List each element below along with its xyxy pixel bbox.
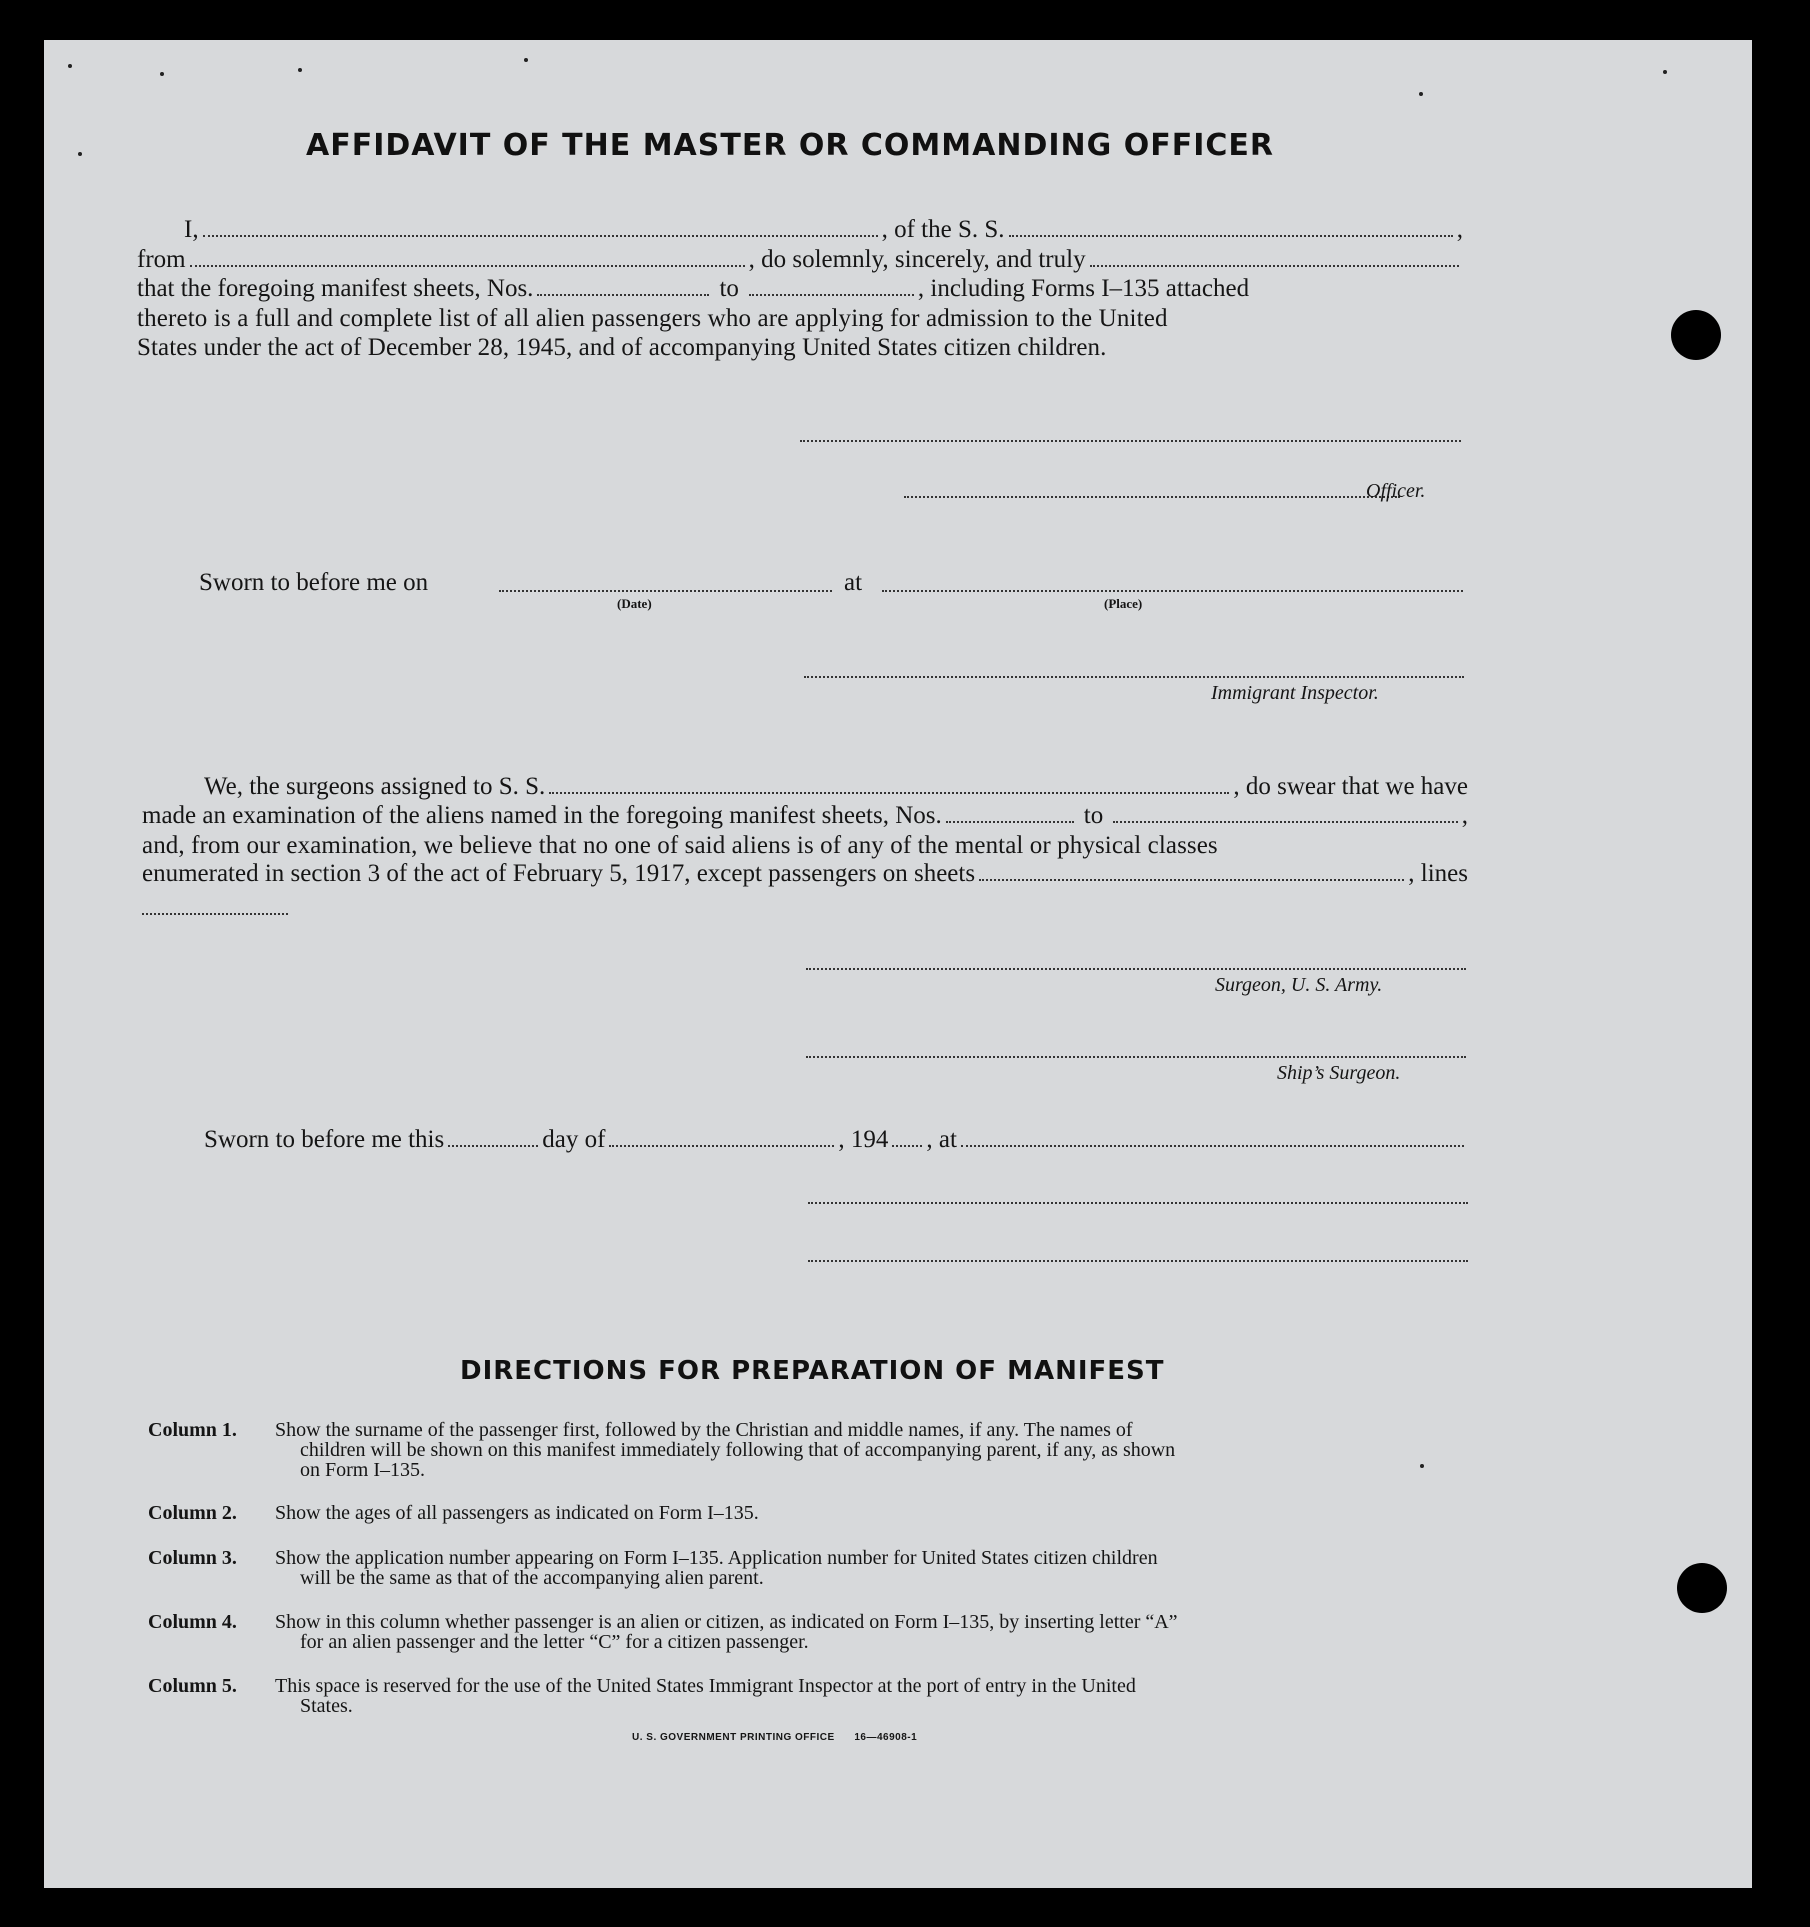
officer-signature-line-1[interactable] [800,440,1461,442]
directions-title: DIRECTIONS FOR PREPARATION OF MANIFEST [460,1356,1165,1386]
speck [68,64,72,68]
speck [1419,92,1423,96]
master-name-field[interactable] [203,217,878,237]
affidavit-text: that the foregoing manifest sheets, Nos. [137,275,534,302]
direction-line: States. [300,1695,353,1717]
sworn-text: , at [926,1126,957,1153]
sworn2-signature-line-2[interactable] [808,1260,1468,1262]
surgeons-text: made an examination of the aliens named in the foregoing manifest sheets, Nos. [142,802,942,829]
inspector-caption: Immigrant Inspector. [1211,682,1379,704]
surgeons-text: to [1083,802,1104,829]
place-caption: (Place) [1104,596,1143,611]
surgeons-text: enumerated in section 3 of the act of February 5, 1917, except passengers on sheets [142,860,976,887]
direction-line: Show the surname of the passenger first, followed by the Christian and middle names, if any. The names of [275,1419,1133,1441]
speck [1663,70,1667,74]
affidavit-text: to [719,275,739,302]
sworn-text: Sworn to before me this [204,1126,445,1153]
army-surgeon-signature-line[interactable] [806,968,1466,970]
sworn-this-line [204,1126,1468,1154]
speck [298,68,302,72]
direction-line: Show in this column whether passenger is an alien or citizen, as indicated on Form I–135, by inserting letter “A” [275,1611,1178,1633]
affidavit-line-3 [137,275,1463,303]
sworn-day-field[interactable] [448,1127,538,1147]
direction-line: Show the ages of all passengers as indicated on Form I–135. [275,1502,759,1524]
direction-line: for an alien passenger and the letter “C” for a citizen passenger. [300,1631,809,1653]
direction-line: children will be shown on this manifest immediately following that of accompanying parent, if any, as shown [300,1439,1176,1461]
direction-line: Show the application number appearing on Form I–135. Application number for United States citizen children [275,1547,1158,1569]
sworn-place-field[interactable] [882,590,1463,592]
officer-signature-line-2[interactable] [904,496,1400,498]
sworn-place-2-field[interactable] [961,1127,1464,1147]
sworn2-signature-line-1[interactable] [808,1202,1468,1204]
ship-surgeon-caption: Ship’s Surgeon. [1277,1062,1401,1084]
sworn-month-field[interactable] [609,1127,834,1147]
direction-label: Column 5. [148,1675,237,1697]
surgeon-sheet-from-field[interactable] [946,803,1074,823]
sworn-on-label: Sworn to before me on [199,569,429,596]
sworn-text: day of [542,1126,606,1153]
inspector-signature-line[interactable] [804,676,1464,678]
except-sheets-field[interactable] [979,861,1404,881]
sworn-at-label: at [844,569,863,596]
surgeons-line-3: and, from our examination, we believe that no one of said aliens is of any of the mental or physical classes [142,832,1218,859]
ship-name-field[interactable] [1009,217,1453,237]
surgeon-ship-field[interactable] [549,774,1229,794]
sheet-from-field[interactable] [537,276,709,296]
from-port-field[interactable] [190,247,745,267]
sworn-year-field[interactable] [892,1127,922,1147]
army-surgeon-caption: Surgeon, U. S. Army. [1215,974,1383,996]
affidavit-text: I, [184,216,199,243]
affidavit-text: , including Forms I–135 attached [917,275,1250,302]
speck [160,72,164,76]
affidavit-line-1 [184,216,1463,244]
surgeons-line-4 [142,860,1468,888]
direction-text [275,1420,1475,1480]
speck [524,58,528,62]
affidavit-title: AFFIDAVIT OF THE MASTER OR COMMANDING OFFICER [306,128,1274,163]
ship-surgeon-signature-line[interactable] [806,1056,1466,1058]
direction-line: will be the same as that of the accompanying alien parent. [300,1567,764,1589]
date-caption: (Date) [617,596,652,611]
direction-line: on Form I–135. [300,1459,425,1481]
direction-text [275,1548,1475,1588]
affidavit-text: , do solemnly, sincerely, and truly [748,246,1086,273]
punch-hole [1677,1563,1727,1613]
surgeons-text: , [1461,802,1468,829]
sheet-to-field[interactable] [749,276,914,296]
surgeons-line-2 [142,802,1468,830]
officer-caption: Officer. [1366,480,1426,502]
surgeons-text: We, the surgeons assigned to S. S. [204,773,546,800]
sworn-text: , 194 [838,1126,889,1153]
direction-label: Column 4. [148,1611,237,1633]
printer-imprint: U. S. GOVERNMENT PRINTING OFFICE 16—46908-1 [632,1732,918,1743]
speck [1420,1464,1424,1468]
affidavit-text: , of the S. S. [881,216,1005,243]
surgeons-text: , do swear that we have [1233,773,1468,800]
form-sheet [44,40,1752,1888]
direction-text [275,1503,1475,1523]
punch-hole [1671,310,1721,360]
direction-label: Column 2. [148,1502,237,1524]
direction-text [275,1676,1475,1716]
direction-label: Column 1. [148,1419,237,1441]
sworn-date-field[interactable] [499,590,832,592]
speck [78,152,82,156]
direction-line: This space is reserved for the use of the United States Immigrant Inspector at the port of entry in the United [275,1675,1136,1697]
affidavit-line-5: States under the act of December 28, 1945, and of accompanying United States citizen children. [137,334,1107,361]
direction-label: Column 3. [148,1547,237,1569]
affidavit-text: , [1456,216,1463,243]
affidavit-line-2 [137,246,1463,274]
affidavit-text: from [137,246,186,273]
surgeons-line-1 [204,773,1468,801]
except-lines-field[interactable] [142,913,288,915]
direction-text [275,1612,1475,1652]
oath-field[interactable] [1090,247,1459,267]
surgeon-sheet-to-field[interactable] [1113,803,1458,823]
affidavit-line-4: thereto is a full and complete list of all alien passengers who are applying for admission to the United [137,305,1168,332]
surgeons-text: , lines [1408,860,1468,887]
